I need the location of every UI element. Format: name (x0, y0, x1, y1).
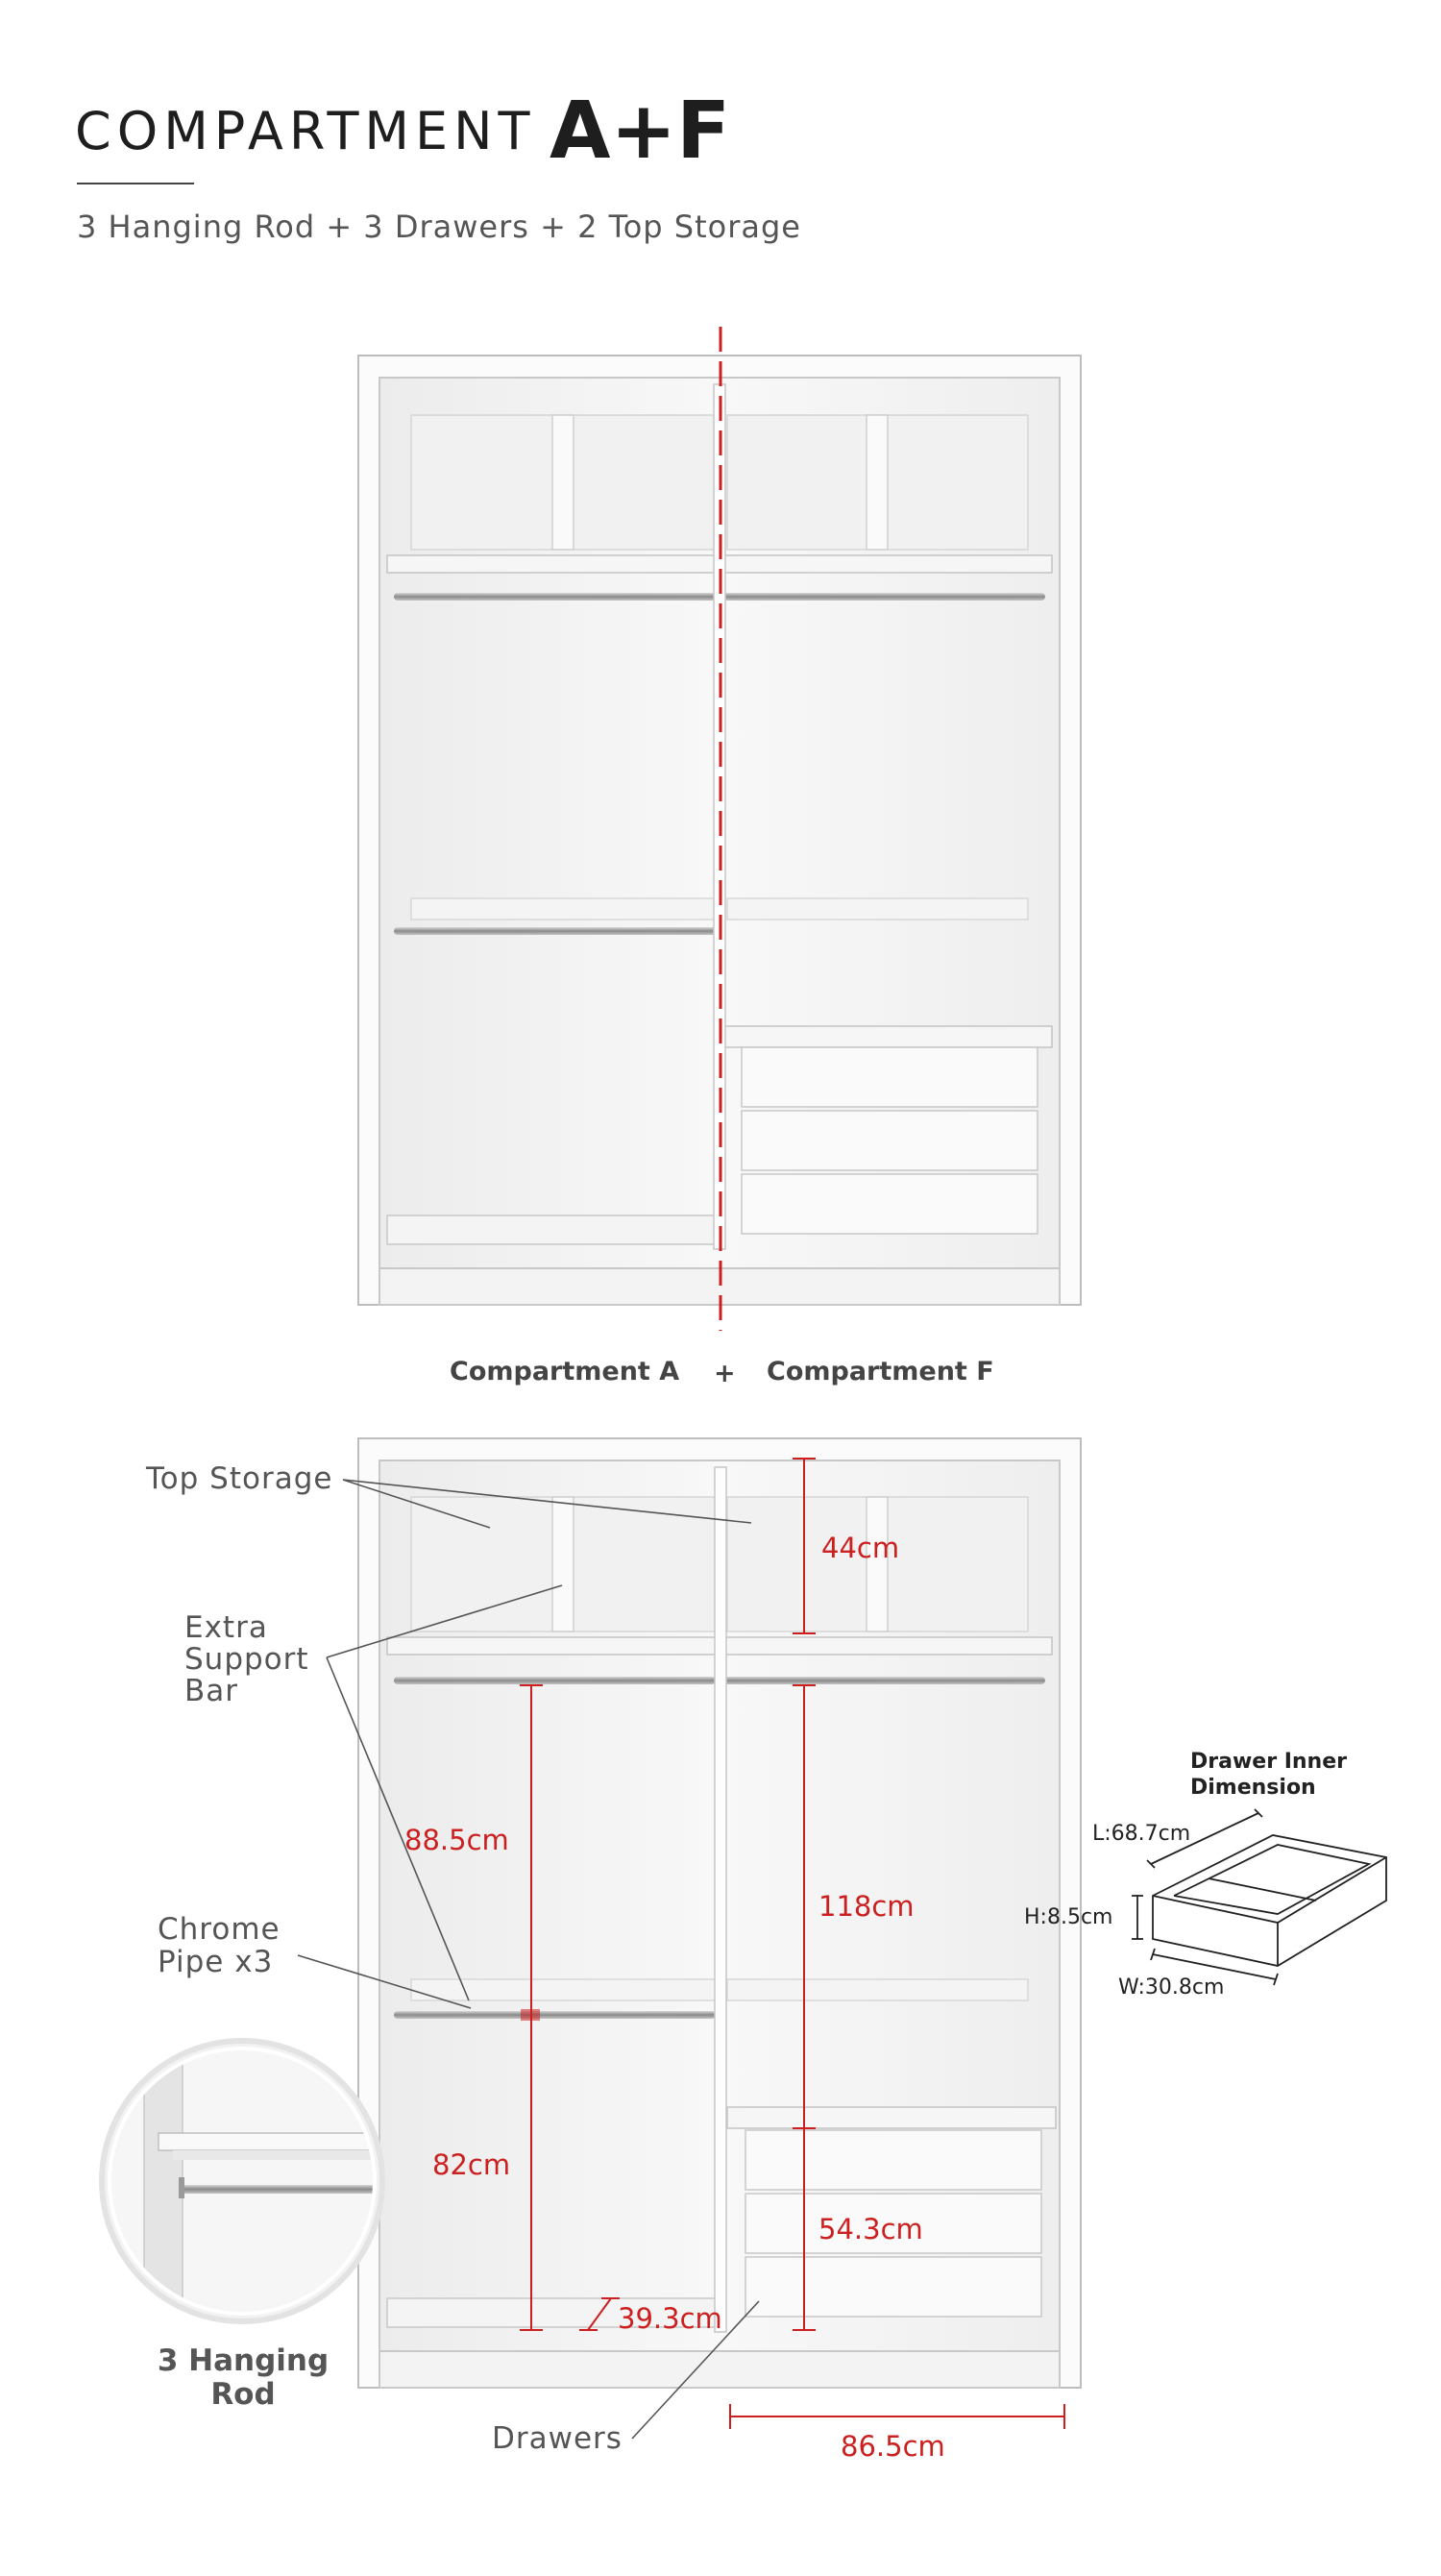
dim-bottom-depth: 39.3cm (618, 2302, 722, 2335)
dim-drawers: 54.3cm (818, 2213, 923, 2245)
callout-extra-line-3: Bar (184, 1674, 239, 1708)
callout-top-storage: Top Storage (146, 1461, 333, 1496)
label-plus: + (714, 1359, 736, 1388)
dim-a-lower-hang: 82cm (432, 2148, 511, 2181)
drawer-inner-width: W:30.8cm (1118, 1975, 1225, 1999)
dim-top-storage: 44cm (821, 1532, 900, 1564)
label-hanging-rod-line-2: Rod (210, 2377, 276, 2412)
label-compartment-a: Compartment A (450, 1357, 680, 1386)
callout-extra-line-1: Extra (184, 1610, 268, 1645)
rod-zoom-inset (102, 2041, 389, 2325)
callout-chrome-line-1: Chrome (158, 1912, 281, 1947)
drawer-inner-title-2: Dimension (1190, 1776, 1316, 1800)
drawer-inner-title-1: Drawer Inner (1190, 1750, 1347, 1774)
page-title-bold: A+F (550, 86, 731, 177)
dim-f-hang: 118cm (818, 1890, 915, 1923)
dim-f-width: 86.5cm (841, 2430, 945, 2463)
wardrobe-dimension-view (358, 1438, 1081, 2388)
callout-chrome-line-2: Pipe x3 (158, 1945, 274, 1979)
drawer-inner-height: H:8.5cm (1024, 1905, 1113, 1929)
wardrobe-top-view (358, 327, 1081, 1331)
page-subtitle: 3 Hanging Rod + 3 Drawers + 2 Top Storage (77, 209, 801, 245)
callout-extra-line-2: Support (184, 1642, 309, 1677)
label-hanging-rod-line-1: 3 Hanging (157, 2343, 330, 2378)
page-title-light: COMPARTMENT (75, 101, 536, 161)
drawer-inner-length: L:68.7cm (1092, 1822, 1191, 1846)
label-compartment-f: Compartment F (767, 1357, 994, 1386)
dim-a-upper-hang: 88.5cm (404, 1824, 509, 1856)
callout-drawers: Drawers (492, 2421, 623, 2456)
